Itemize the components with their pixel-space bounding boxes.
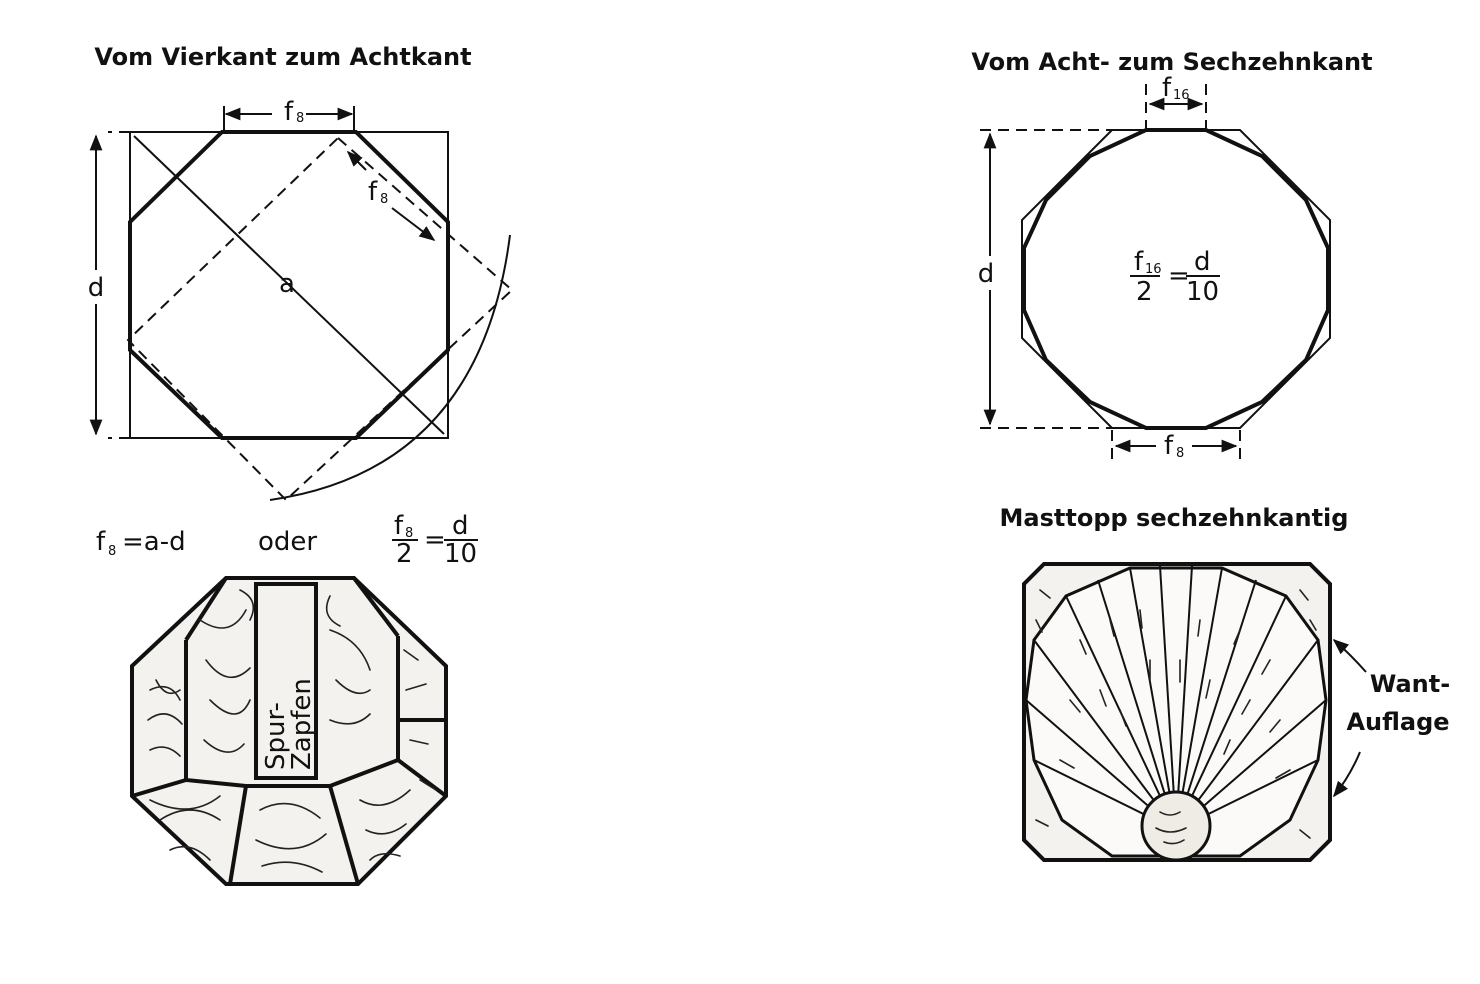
label-f8-top: f	[284, 97, 294, 127]
label-f16-sub: 16	[1173, 88, 1190, 103]
formula-f8-var: f	[96, 527, 106, 557]
formula-f8-rest: =a-d	[122, 527, 186, 557]
octagon-to-sixteen-title: Vom Acht- zum Sechzehnkant	[971, 48, 1373, 76]
label-f16: f	[1162, 73, 1172, 103]
fraction-d-num-right: d	[1194, 247, 1211, 277]
radius-arc	[270, 235, 510, 500]
label-f8-bottom-sub: 8	[1176, 446, 1185, 461]
fraction-d-num: d	[452, 511, 469, 541]
label-want: Want-	[1369, 670, 1451, 698]
fraction-eq-right: =	[1168, 261, 1190, 291]
dimension-f8-diag-lower	[392, 208, 434, 240]
square-to-octagon-diagram	[88, 43, 512, 500]
formula-oder: oder	[258, 527, 318, 557]
label-zapfen: Zapfen	[287, 678, 317, 770]
fraction-f16-num: f	[1134, 247, 1144, 277]
masttopp-illustration	[1000, 504, 1451, 860]
masttopp-title: Masttopp sechzehnkantig	[999, 504, 1349, 532]
square-to-octagon-title: Vom Vierkant zum Achtkant	[94, 43, 472, 71]
rotated-square-dashed	[128, 138, 512, 500]
fraction-d-den: 10	[444, 539, 478, 569]
fraction-d-den-right: 10	[1186, 277, 1220, 307]
label-d-right: d	[977, 259, 995, 289]
label-a: a	[279, 269, 295, 299]
formula-f8-sub: 8	[108, 544, 117, 559]
label-f8-top-sub: 8	[296, 111, 305, 126]
fraction-f16-num-sub: 16	[1145, 262, 1162, 277]
mast-pin-circle	[1142, 792, 1210, 860]
fraction-f16-den: 2	[1136, 277, 1153, 307]
fraction-f8-num: f	[394, 511, 404, 541]
fraction-f8-num-sub: 8	[405, 526, 414, 541]
label-f8-diag-sub: 8	[380, 192, 389, 207]
arrow-want-upper	[1334, 640, 1366, 672]
label-auflage: Auflage	[1346, 708, 1450, 736]
label-f8-bottom: f	[1164, 431, 1174, 461]
fraction-eq: =	[424, 525, 446, 555]
label-d: d	[87, 273, 105, 303]
label-spur: Spur-	[261, 702, 291, 770]
arrow-auflage-lower	[1334, 752, 1360, 796]
left-formulas	[96, 511, 478, 569]
fraction-f8-den: 2	[396, 539, 413, 569]
label-f8-diag: f	[368, 177, 378, 207]
octagon-to-sixteen-diagram	[971, 48, 1372, 462]
octagon-wood-illustration	[132, 578, 446, 884]
